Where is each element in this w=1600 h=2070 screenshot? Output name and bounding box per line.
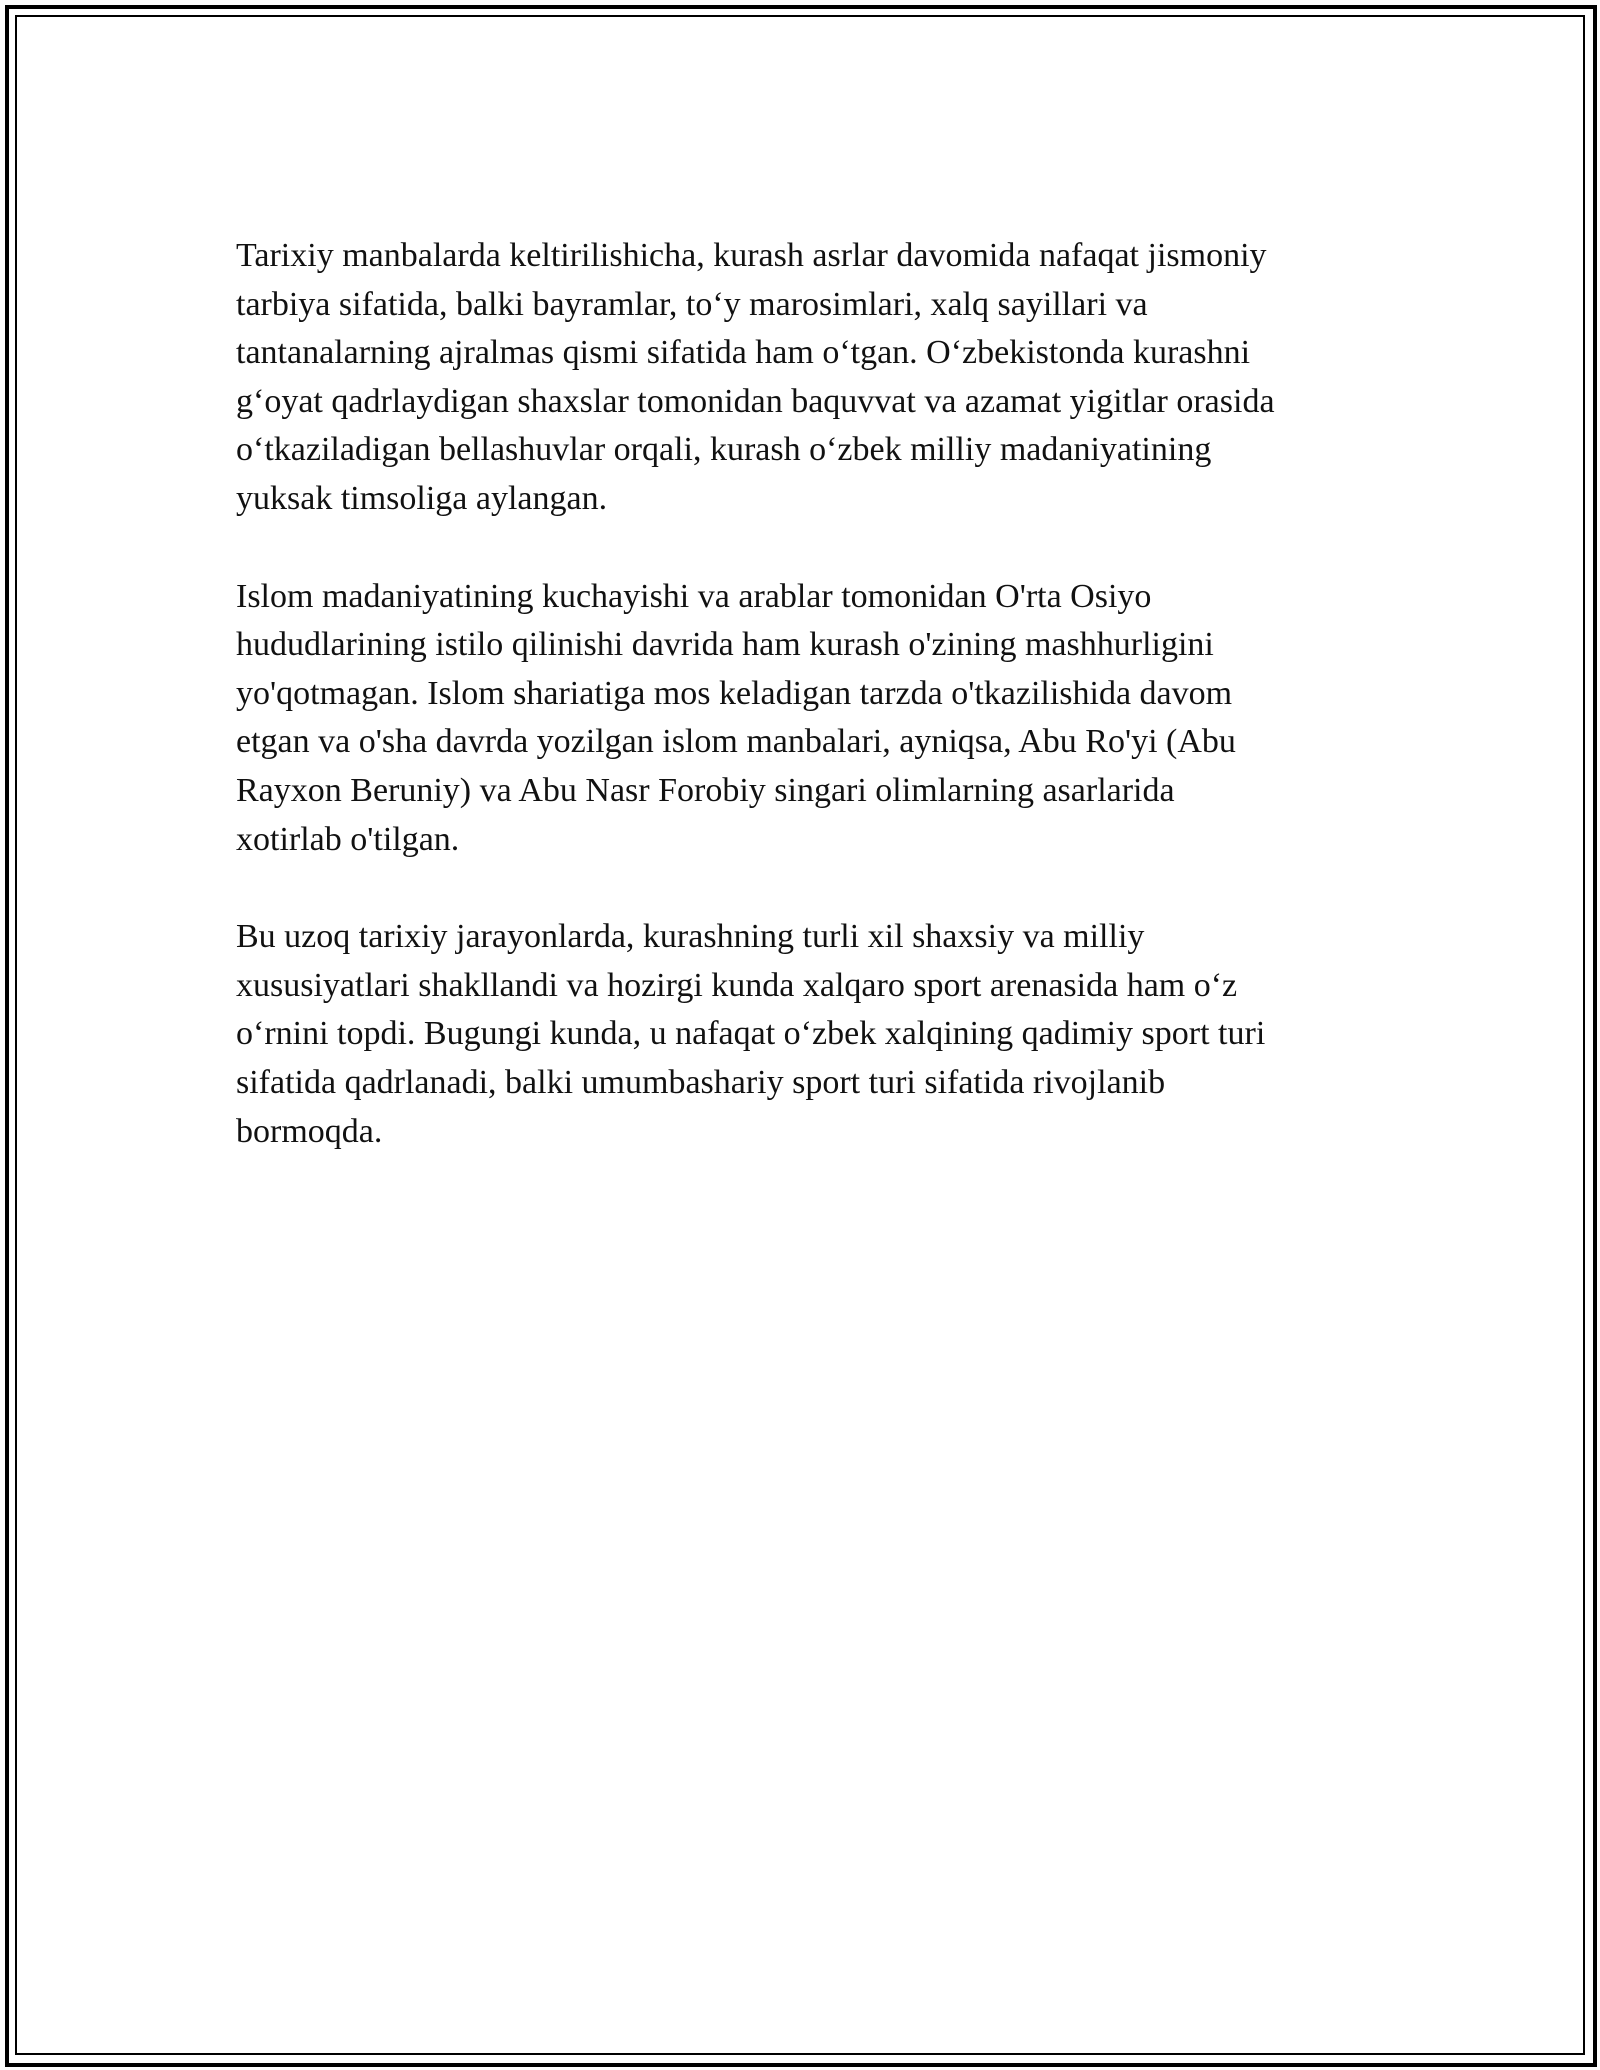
paragraph-1: Tarixiy manbalarda keltirilishicha, kurash asrlar davomida nafaqat jismoniy tarbiya sifatida, balki bayramlar, to‘y marosimlari, xalq sayillari va tantanalarning ajralmas qismi sifatida ham o‘tgan. O‘zbekistonda kurashni g‘oyat qadrlaydigan shaxslar tomonidan baquvvat va azamat yigitlar orasida o‘tkaziladigan bellashuvlar orqali, kurash o‘zbek milliy madaniyatining yuksak timsoliga aylangan. [236,237,1275,517]
document-body [236,232,1366,1205]
paragraph-3: Bu uzoq tarixiy jarayonlarda, kurashning turli xil shaxsiy va milliy xususiyatlari shakllandi va hozirgi kunda xalqaro sport arenasida ham o‘z o‘rnini topdi. Bugungi kunda, u nafaqat o‘zbek xalqining qadimiy sport turi sifatida qadrlanadi, balki umumbashariy sport turi sifatida rivojlanib bormoqda. [236,918,1266,1150]
paragraph-2: Islom madaniyatining kuchayishi va arablar tomonidan O'rta Osiyo hududlarining istilo qilinishi davrida ham kurash o'zining mashhurligini yo'qotmagan. Islom shariatiga mos keladigan tarzda o'tkazilishida davom etgan va o'sha davrda yozilgan islom manbalari, ayniqsa, Abu Ro'yi (Abu Rayxon Beruniy) va Abu Nasr Forobiy singari olimlarning asarlarida xotirlab o'tilgan. [236,577,1236,858]
